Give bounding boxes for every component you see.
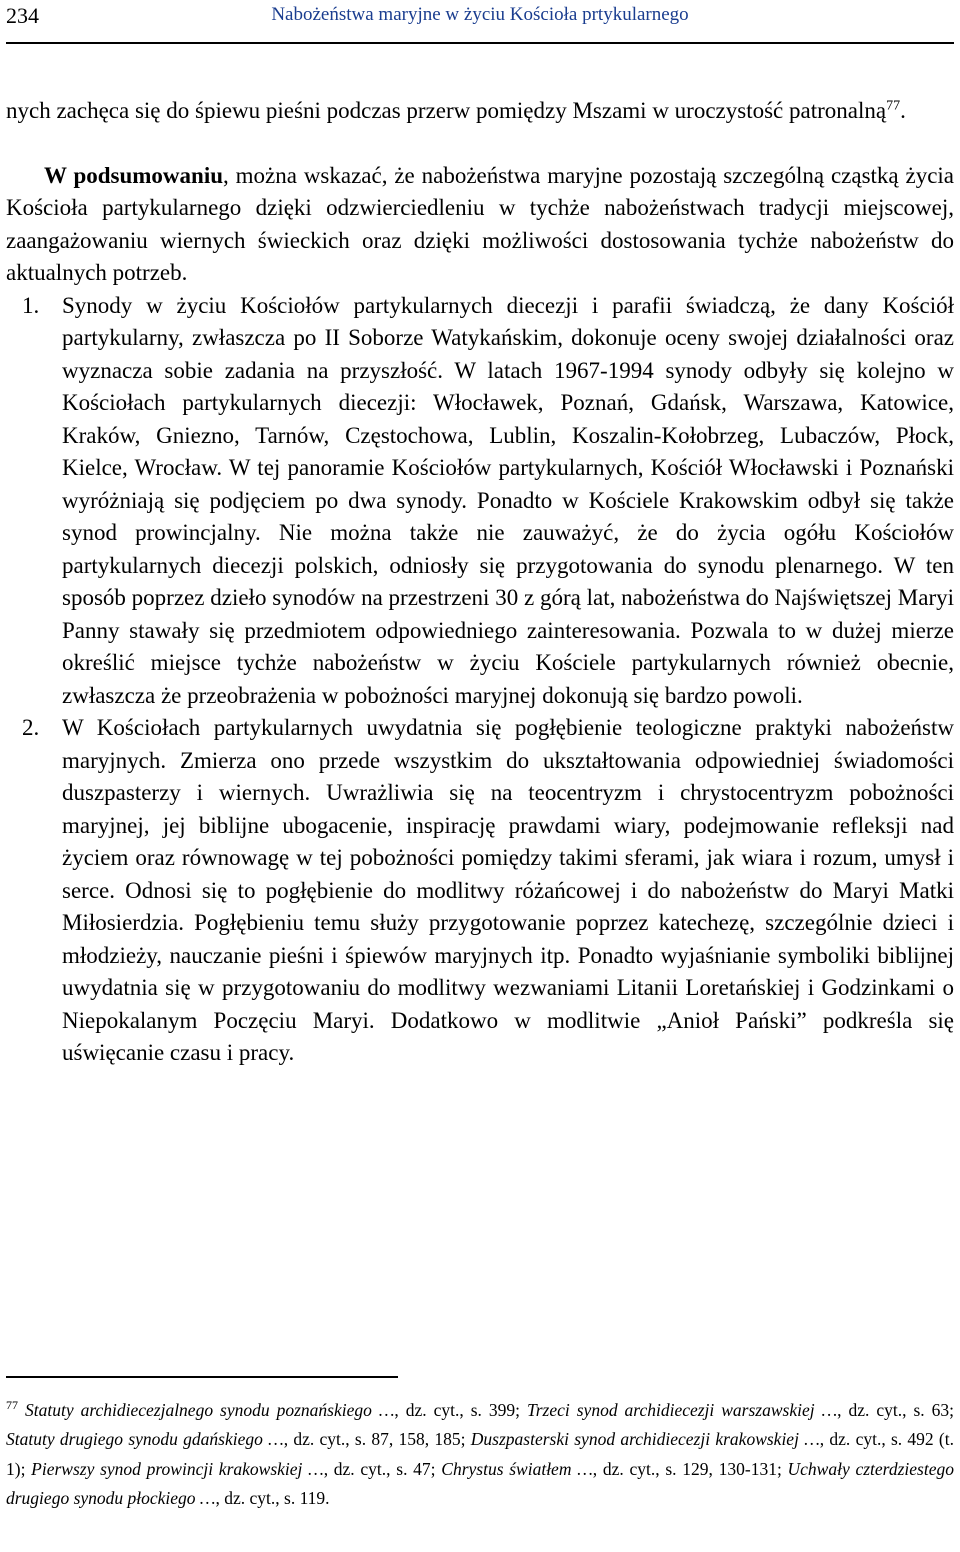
citation-title: Statuty drugiego synodu gdańskiego … [6, 1429, 284, 1449]
footnote-77 [6, 1396, 954, 1514]
footnote-number: 77 [6, 1397, 18, 1412]
paragraph-gap [6, 128, 954, 160]
list-item-text: Synody w życiu Kościołów partykularnych diecezji i parafii świadczą, że dany Kościół partykularny, zwłaszcza po II Soborze Watykańskim, dokonuje oceny swojej działalności oraz wyznacza sobie zadania na przyszłość. W latach 1967-1994 synody odbyły się kolejno w Kościołach partykularnych diecezji: Włocławek, Poznań, Gdańsk, Warszawa, Katowice, Kraków, Gniezno, Tarnów, Częstochowa, Lublin, Koszalin-Kołobrzeg, Lubaczów, Płock, Kielce, Wrocław. W tej panoramie Kościołów partykularnych, Kościół Włocławski i Poznański wyróżniają się podjęciem po dwa synody. Ponadto w Kościele Krakowskim odbył się także synod prowincjalny. Nie można także nie zauważyć, że do życia ogółu Kościołów partykularnych diecezji polskich, odniosły się przygotowania do synodu plenarnego. W ten sposób poprzez dzieło synodów na przestrzeni 30 z górą lat, nabożeństwa do Najświętszej Maryi Panny stawały się przedmiotem odpowiedniego zainteresowania. Pozwala to w dużej mierze określić miejsce tychże nabożeństw w życiu Kościele partykularnych również obecnie, zwłaszcza że przeobrażenia w pobożności maryjnej dokonują się bardzo powoli. [62, 292, 954, 708]
footnotes [6, 1376, 954, 1531]
citation-ref: , dz. cyt., s. 399; [394, 1399, 527, 1420]
citation-title: Statuty archidiecezjalnego synodu poznańskiego … [24, 1399, 395, 1420]
list-number: 1. [22, 292, 40, 318]
paragraph-summary [6, 160, 954, 290]
paragraph-continuation [6, 95, 954, 128]
paragraph-text: nych zachęca się do śpiewu pieśni podczas przerw pomiędzy Mszami w uroczystość patronalną [6, 98, 887, 123]
list-item-text: W Kościołach partykularnych uwydatnia się pogłębienie teologiczne praktyki nabożeństw maryjnych. Zmierza ono przede wszystkim do ukształtowania odpowiedniej świadomości duszpasterzy i wiernych. Uwrażliwia się na teocentryzm i chrystocentryzm pobożności maryjnej, jej biblijne ubogacenie, inspirację prawdami wiary, podejmowanie refleksji nad życiem oraz równowagę w tej pobożności pomiędzy takimi sferami, jak wiara i rozum, umysł i serce. Odnosi się to pogłębienie do modlitwy różańcowej i do nabożeństw do Maryi Matki Miłosierdzia. Pogłębieniu temu służy przygotowanie poprzez katechezę, szczególnie dzieci i młodzieży, nauczanie pieśni i śpiewów maryjnych itp. Ponadto wyjaśnianie symboliki biblijnej uwydatnia się w przygotowaniu do modlitwy wezwaniami Litanii Loretańskiej i Godzinkami o Niepokalanym Poczęciu Maryi. Dodatkowo w modlitwie „Anioł Pański” podkreśla się uświęcanie czasu i pracy. [62, 715, 954, 1065]
footnote-rule [6, 1376, 398, 1378]
citation-ref: , dz. cyt., s. 129, 130-131; [592, 1458, 788, 1479]
paragraph-end: . [900, 98, 906, 123]
citation-ref: , dz. cyt., s. 47; [323, 1458, 442, 1479]
citation-ref: , dz. cyt., s. 119. [215, 1488, 330, 1508]
citation-title: Pierwszy synod prowincji krakowskiej … [31, 1458, 324, 1479]
citation-title: Duszpasterski synod archidiecezji krakowskiej … [470, 1429, 820, 1449]
running-title: Nabożeństwa maryjne w życiu Kościoła prtykularnego [271, 4, 689, 25]
citation-ref: , dz. cyt., s. 87, 158, 185; [283, 1429, 471, 1449]
citation-title: Trzeci synod archidiecezji warszawskiej … [526, 1399, 838, 1420]
header-rule [6, 42, 954, 44]
citation-ref: , dz. cyt., s. 492 (t. 1); [6, 1429, 954, 1479]
summary-text: , można wskazać, że nabożeństwa maryjne pozostają szczególną cząstką życia Kościoła partykularnego dzięki odzwierciedleniu w tychże nabożeństwach tradycji miejscowej, zaangażowaniu wiernych świeckich oraz dzięki możliwości dostosowania tychże nabożeństw do aktualnych potrzeb. [6, 162, 954, 285]
footnote-reference[interactable]: 77 [886, 98, 901, 114]
list-item-1 [6, 290, 954, 713]
citation-title: Chrystus światłem … [441, 1458, 593, 1479]
citation-title: Uchwały czterdziestego drugiego synodu płockiego … [6, 1458, 954, 1508]
list-number: 2. [22, 715, 40, 740]
list-item-2 [6, 712, 954, 1070]
page-header [6, 0, 954, 46]
main-text [6, 95, 954, 1070]
page-number: 234 [6, 3, 39, 28]
summary-heading: W podsumowaniu [44, 162, 224, 188]
citation-ref: , dz. cyt., s. 63; [837, 1399, 955, 1420]
